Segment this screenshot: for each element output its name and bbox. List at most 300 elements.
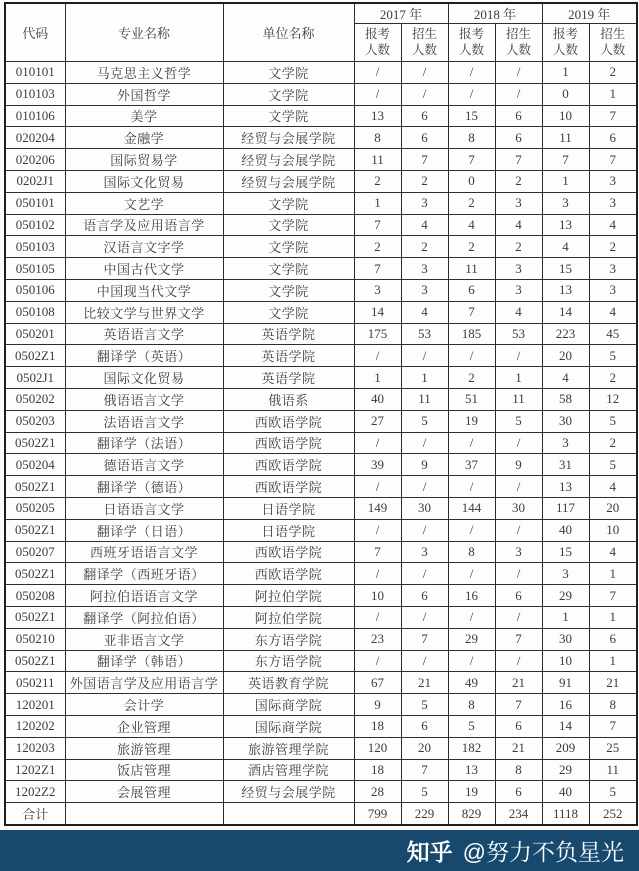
num-cell: 40 — [542, 519, 589, 541]
num-cell: 2 — [354, 170, 401, 192]
num-cell: 4 — [495, 214, 542, 236]
table-row — [5, 105, 637, 127]
header-admit-2017 — [401, 24, 448, 62]
unit-cell: 西欧语学院 — [223, 476, 354, 498]
num-cell: 2 — [401, 170, 448, 192]
num-cell: 19 — [448, 410, 495, 432]
major-cell: 翻译学（德语） — [65, 476, 223, 498]
num-cell: 7 — [354, 214, 401, 236]
code-cell: 050210 — [5, 628, 65, 650]
table-row — [5, 585, 637, 607]
table-row — [5, 715, 637, 737]
num-cell: 5 — [589, 410, 637, 432]
code-cell: 0202J1 — [5, 170, 65, 192]
num-cell: 23 — [354, 628, 401, 650]
num-cell: 7 — [354, 541, 401, 563]
admit-label: 招生人数 — [506, 26, 532, 57]
num-cell: 20 — [401, 737, 448, 759]
num-cell: 18 — [354, 759, 401, 781]
unit-cell: 经贸与会展学院 — [223, 149, 354, 171]
num-cell: 120 — [354, 737, 401, 759]
table-row — [5, 149, 637, 171]
unit-cell: 东方语学院 — [223, 628, 354, 650]
unit-cell: 日语学院 — [223, 519, 354, 541]
header-year-2017: 2017 年 — [354, 3, 448, 24]
major-cell: 翻译学（日语） — [65, 519, 223, 541]
unit-cell: 经贸与会展学院 — [223, 127, 354, 149]
num-cell: 10 — [542, 105, 589, 127]
num-cell: / — [354, 606, 401, 628]
table-row — [5, 737, 637, 759]
num-cell: 14 — [542, 301, 589, 323]
major-cell: 会展管理 — [65, 781, 223, 803]
code-cell: 0502J1 — [5, 367, 65, 389]
num-cell: 3 — [495, 192, 542, 214]
num-cell: 6 — [495, 127, 542, 149]
major-cell: 马克思主义哲学 — [65, 62, 223, 84]
header-major: 专业名称 — [65, 3, 223, 62]
table-row — [5, 650, 637, 672]
num-cell: 39 — [354, 454, 401, 476]
num-cell: 11 — [589, 759, 637, 781]
num-cell: 11 — [354, 149, 401, 171]
num-cell: 2 — [589, 367, 637, 389]
unit-cell: 经贸与会展学院 — [223, 781, 354, 803]
total-empty-major — [65, 803, 223, 826]
num-cell: 9 — [401, 454, 448, 476]
major-cell: 西班牙语语言文学 — [65, 541, 223, 563]
num-cell: 13 — [448, 759, 495, 781]
num-cell: 2 — [448, 236, 495, 258]
num-cell: 3 — [542, 192, 589, 214]
table-row — [5, 62, 637, 84]
major-cell: 法语语言文学 — [65, 410, 223, 432]
num-cell: 3 — [589, 279, 637, 301]
num-cell: / — [401, 563, 448, 585]
num-cell: 4 — [495, 301, 542, 323]
total-label: 合计 — [5, 803, 65, 826]
num-cell: 7 — [401, 628, 448, 650]
header-code: 代码 — [5, 3, 65, 62]
code-cell: 050105 — [5, 258, 65, 280]
table-row — [5, 497, 637, 519]
num-cell: 40 — [354, 388, 401, 410]
num-cell: 51 — [448, 388, 495, 410]
num-cell: 0 — [448, 170, 495, 192]
num-cell: / — [495, 519, 542, 541]
num-cell: 6 — [448, 279, 495, 301]
num-cell: 209 — [542, 737, 589, 759]
num-cell: / — [354, 62, 401, 84]
major-cell: 翻译学（西班牙语） — [65, 563, 223, 585]
num-cell: 7 — [354, 258, 401, 280]
num-cell: / — [448, 563, 495, 585]
major-cell: 外国语言学及应用语言学 — [65, 672, 223, 694]
table-row — [5, 759, 637, 781]
code-cell: 1202Z2 — [5, 781, 65, 803]
num-cell: 10 — [354, 585, 401, 607]
num-cell: 9 — [354, 694, 401, 716]
table-row — [5, 694, 637, 716]
table-row — [5, 214, 637, 236]
num-cell: 2 — [448, 367, 495, 389]
major-cell: 德语语言文学 — [65, 454, 223, 476]
total-num-cell: 229 — [401, 803, 448, 826]
num-cell: 37 — [448, 454, 495, 476]
admit-label: 招生人数 — [600, 26, 626, 57]
num-cell: 3 — [495, 258, 542, 280]
code-cell: 0502Z1 — [5, 519, 65, 541]
total-num-cell: 252 — [589, 803, 637, 826]
code-cell: 0502Z1 — [5, 432, 65, 454]
unit-cell: 西欧语学院 — [223, 454, 354, 476]
num-cell: 3 — [589, 258, 637, 280]
num-cell: 1 — [542, 62, 589, 84]
table-row — [5, 83, 637, 105]
major-cell: 旅游管理 — [65, 737, 223, 759]
num-cell: 2 — [448, 192, 495, 214]
num-cell: 21 — [495, 672, 542, 694]
unit-cell: 西欧语学院 — [223, 541, 354, 563]
code-cell: 010101 — [5, 62, 65, 84]
num-cell: 53 — [495, 323, 542, 345]
num-cell: 16 — [448, 585, 495, 607]
unit-cell: 日语学院 — [223, 497, 354, 519]
total-num-cell: 829 — [448, 803, 495, 826]
code-cell: 010106 — [5, 105, 65, 127]
code-cell: 050103 — [5, 236, 65, 258]
unit-cell: 国际商学院 — [223, 694, 354, 716]
num-cell: 3 — [542, 432, 589, 454]
num-cell: 4 — [448, 214, 495, 236]
num-cell: 2 — [495, 170, 542, 192]
num-cell: / — [354, 476, 401, 498]
num-cell: 28 — [354, 781, 401, 803]
num-cell: 5 — [495, 410, 542, 432]
num-cell: 0 — [542, 83, 589, 105]
num-cell: 49 — [448, 672, 495, 694]
num-cell: 14 — [542, 715, 589, 737]
num-cell: 40 — [542, 781, 589, 803]
num-cell: / — [354, 432, 401, 454]
num-cell: 9 — [495, 454, 542, 476]
num-cell: 5 — [589, 345, 637, 367]
num-cell: 3 — [401, 541, 448, 563]
num-cell: / — [354, 345, 401, 367]
major-cell: 阿拉伯语语言文学 — [65, 585, 223, 607]
code-cell: 0502Z1 — [5, 606, 65, 628]
num-cell: 13 — [542, 476, 589, 498]
num-cell: 21 — [589, 672, 637, 694]
code-cell: 050202 — [5, 388, 65, 410]
num-cell: 14 — [354, 301, 401, 323]
code-cell: 050102 — [5, 214, 65, 236]
num-cell: 6 — [401, 105, 448, 127]
num-cell: 175 — [354, 323, 401, 345]
code-cell: 010103 — [5, 83, 65, 105]
num-cell: 2 — [589, 236, 637, 258]
code-cell: 050211 — [5, 672, 65, 694]
num-cell: 7 — [495, 694, 542, 716]
num-cell: / — [448, 650, 495, 672]
num-cell: 11 — [495, 388, 542, 410]
code-cell: 020206 — [5, 149, 65, 171]
num-cell: 12 — [589, 388, 637, 410]
num-cell: 30 — [495, 497, 542, 519]
admit-label: 招生人数 — [412, 26, 438, 57]
apply-label: 报考人数 — [459, 26, 485, 57]
total-num-cell: 1118 — [542, 803, 589, 826]
num-cell: 3 — [495, 279, 542, 301]
table-row — [5, 454, 637, 476]
admissions-table — [4, 2, 638, 826]
num-cell: 31 — [542, 454, 589, 476]
num-cell: 5 — [401, 781, 448, 803]
num-cell: 91 — [542, 672, 589, 694]
table-row — [5, 606, 637, 628]
num-cell: / — [448, 606, 495, 628]
code-cell: 050201 — [5, 323, 65, 345]
num-cell: 15 — [542, 258, 589, 280]
unit-cell: 文学院 — [223, 83, 354, 105]
num-cell: 58 — [542, 388, 589, 410]
unit-cell: 酒店管理学院 — [223, 759, 354, 781]
num-cell: 29 — [448, 628, 495, 650]
table-row — [5, 258, 637, 280]
num-cell: 185 — [448, 323, 495, 345]
num-cell: 2 — [354, 236, 401, 258]
num-cell: 7 — [589, 149, 637, 171]
num-cell: 1 — [354, 367, 401, 389]
num-cell: 11 — [542, 127, 589, 149]
major-cell: 语言学及应用语言学 — [65, 214, 223, 236]
num-cell: 7 — [495, 149, 542, 171]
unit-cell: 文学院 — [223, 236, 354, 258]
num-cell: 1 — [354, 192, 401, 214]
num-cell: 7 — [448, 149, 495, 171]
num-cell: / — [495, 345, 542, 367]
num-cell: / — [401, 650, 448, 672]
header-apply-2019 — [542, 24, 589, 62]
table-row — [5, 519, 637, 541]
num-cell: 67 — [354, 672, 401, 694]
num-cell: 8 — [495, 759, 542, 781]
num-cell: 4 — [542, 236, 589, 258]
num-cell: 15 — [542, 541, 589, 563]
major-cell: 俄语语言文学 — [65, 388, 223, 410]
unit-cell: 俄语系 — [223, 388, 354, 410]
table-row — [5, 127, 637, 149]
num-cell: 6 — [495, 715, 542, 737]
unit-cell: 文学院 — [223, 192, 354, 214]
num-cell: / — [401, 62, 448, 84]
num-cell: 6 — [589, 628, 637, 650]
header-admit-2018 — [495, 24, 542, 62]
num-cell: 15 — [448, 105, 495, 127]
num-cell: / — [448, 62, 495, 84]
num-cell: 1 — [542, 606, 589, 628]
header-apply-2018 — [448, 24, 495, 62]
num-cell: 7 — [448, 301, 495, 323]
num-cell: 16 — [542, 694, 589, 716]
unit-cell: 经贸与会展学院 — [223, 170, 354, 192]
num-cell: 182 — [448, 737, 495, 759]
num-cell: 8 — [354, 127, 401, 149]
num-cell: 5 — [589, 781, 637, 803]
num-cell: 13 — [354, 105, 401, 127]
num-cell: 3 — [495, 541, 542, 563]
unit-cell: 英语教育学院 — [223, 672, 354, 694]
num-cell: 30 — [401, 497, 448, 519]
num-cell: 4 — [542, 367, 589, 389]
num-cell: 1 — [401, 367, 448, 389]
num-cell: / — [401, 476, 448, 498]
num-cell: 3 — [354, 279, 401, 301]
num-cell: 6 — [401, 585, 448, 607]
num-cell: 4 — [589, 476, 637, 498]
num-cell: 19 — [448, 781, 495, 803]
num-cell: 7 — [589, 105, 637, 127]
num-cell: 11 — [401, 388, 448, 410]
code-cell: 050106 — [5, 279, 65, 301]
num-cell: 7 — [589, 715, 637, 737]
num-cell: 3 — [589, 192, 637, 214]
code-cell: 120202 — [5, 715, 65, 737]
unit-cell: 西欧语学院 — [223, 432, 354, 454]
num-cell: 3 — [401, 279, 448, 301]
code-cell: 050207 — [5, 541, 65, 563]
num-cell: / — [495, 432, 542, 454]
table-row — [5, 672, 637, 694]
unit-cell: 英语学院 — [223, 323, 354, 345]
unit-cell: 阿拉伯学院 — [223, 606, 354, 628]
num-cell: 30 — [542, 628, 589, 650]
code-cell: 0502Z1 — [5, 476, 65, 498]
code-cell: 1202Z1 — [5, 759, 65, 781]
table-row — [5, 388, 637, 410]
table-row — [5, 476, 637, 498]
zhihu-logo-text: 知乎 — [406, 839, 453, 865]
num-cell: 2 — [589, 432, 637, 454]
unit-cell: 文学院 — [223, 301, 354, 323]
num-cell: / — [354, 83, 401, 105]
code-cell: 120201 — [5, 694, 65, 716]
num-cell: 3 — [589, 170, 637, 192]
major-cell: 翻译学（英语） — [65, 345, 223, 367]
num-cell: 21 — [401, 672, 448, 694]
num-cell: 4 — [589, 301, 637, 323]
unit-cell: 东方语学院 — [223, 650, 354, 672]
table-row — [5, 410, 637, 432]
code-cell: 0502Z1 — [5, 563, 65, 585]
num-cell: 4 — [401, 301, 448, 323]
num-cell: 117 — [542, 497, 589, 519]
major-cell: 中国古代文学 — [65, 258, 223, 280]
table-row — [5, 170, 637, 192]
num-cell: / — [495, 650, 542, 672]
major-cell: 中国现当代文学 — [65, 279, 223, 301]
table-row — [5, 301, 637, 323]
num-cell: 10 — [542, 650, 589, 672]
table-row — [5, 432, 637, 454]
num-cell: 8 — [448, 541, 495, 563]
num-cell: / — [354, 650, 401, 672]
unit-cell: 国际商学院 — [223, 715, 354, 737]
header-year-2019: 2019 年 — [542, 3, 637, 24]
num-cell: 4 — [589, 214, 637, 236]
num-cell: 7 — [542, 149, 589, 171]
major-cell: 饭店管理 — [65, 759, 223, 781]
table-row — [5, 236, 637, 258]
num-cell: 2 — [495, 236, 542, 258]
num-cell: 2 — [589, 62, 637, 84]
code-cell: 050208 — [5, 585, 65, 607]
total-num-cell: 799 — [354, 803, 401, 826]
unit-cell: 文学院 — [223, 279, 354, 301]
unit-cell: 文学院 — [223, 258, 354, 280]
table-body — [5, 62, 637, 826]
num-cell: / — [401, 519, 448, 541]
num-cell: 1 — [589, 83, 637, 105]
table-row — [5, 279, 637, 301]
unit-cell: 旅游管理学院 — [223, 737, 354, 759]
code-cell: 050205 — [5, 497, 65, 519]
num-cell: 13 — [542, 214, 589, 236]
num-cell: 5 — [401, 694, 448, 716]
year-header-row — [5, 3, 637, 24]
major-cell: 汉语言文字学 — [65, 236, 223, 258]
major-cell: 翻译学（韩语） — [65, 650, 223, 672]
total-empty-unit — [223, 803, 354, 826]
num-cell: 149 — [354, 497, 401, 519]
unit-cell: 英语学院 — [223, 367, 354, 389]
table-row — [5, 563, 637, 585]
num-cell: / — [448, 476, 495, 498]
num-cell: 6 — [495, 781, 542, 803]
num-cell: 6 — [401, 715, 448, 737]
table-row — [5, 192, 637, 214]
code-cell: 050204 — [5, 454, 65, 476]
num-cell: 5 — [589, 454, 637, 476]
num-cell: 223 — [542, 323, 589, 345]
unit-cell: 西欧语学院 — [223, 410, 354, 432]
major-cell: 会计学 — [65, 694, 223, 716]
author-handle: @努力不负星光 — [462, 839, 624, 865]
num-cell: 1 — [542, 170, 589, 192]
code-cell: 050101 — [5, 192, 65, 214]
major-cell: 亚非语言文学 — [65, 628, 223, 650]
table-row — [5, 323, 637, 345]
num-cell: / — [495, 606, 542, 628]
num-cell: 6 — [495, 105, 542, 127]
apply-label: 报考人数 — [553, 26, 579, 57]
num-cell: 7 — [401, 759, 448, 781]
num-cell: 4 — [401, 214, 448, 236]
total-num-cell: 234 — [495, 803, 542, 826]
header-year-2018: 2018 年 — [448, 3, 542, 24]
major-cell: 日语语言文学 — [65, 497, 223, 519]
code-cell: 0502Z1 — [5, 345, 65, 367]
num-cell: / — [401, 606, 448, 628]
num-cell: 10 — [589, 519, 637, 541]
major-cell: 企业管理 — [65, 715, 223, 737]
num-cell: 3 — [401, 258, 448, 280]
major-cell: 英语语言文学 — [65, 323, 223, 345]
code-cell: 050203 — [5, 410, 65, 432]
num-cell: 7 — [401, 149, 448, 171]
major-cell: 国际文化贸易 — [65, 170, 223, 192]
unit-cell: 文学院 — [223, 62, 354, 84]
